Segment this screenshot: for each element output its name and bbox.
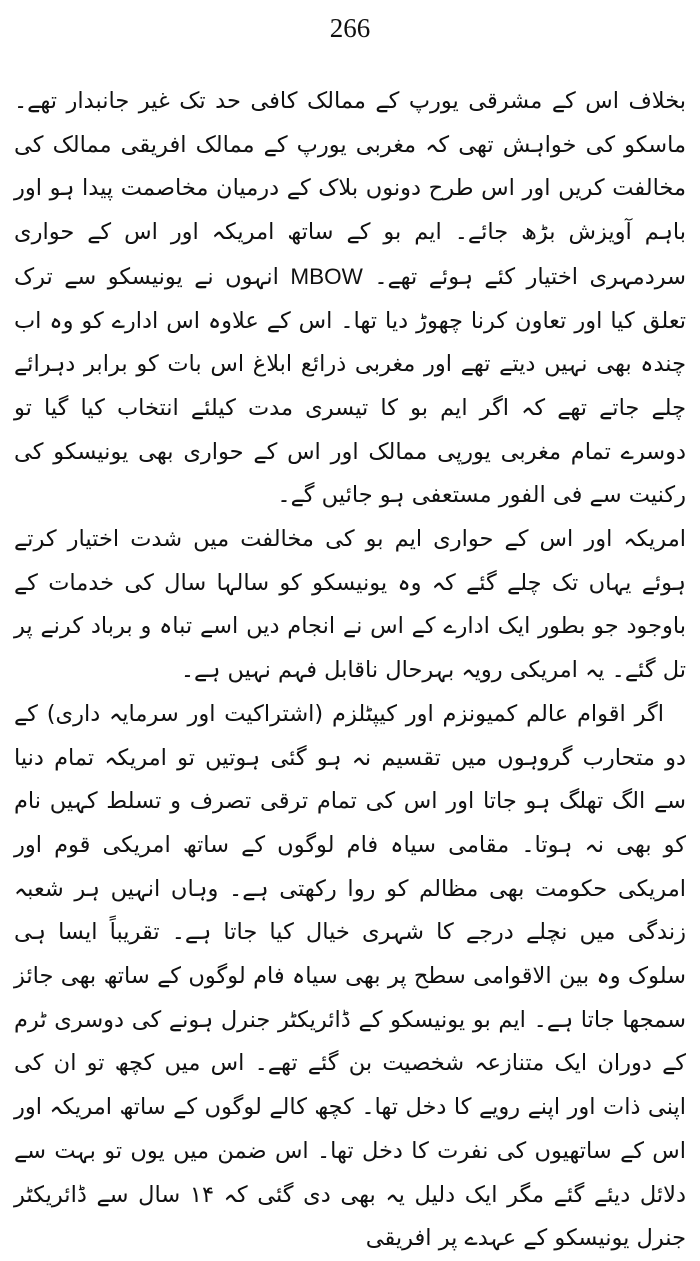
- paragraph-1: [14, 80, 686, 518]
- paragraph-3: اگر اقوام عالم کمیونزم اور کیپٹلزم (اشتراکیت اور سرمایہ داری) کے دو متحارب گروہوں میں تقسیم نہ ہو گئی ہوتیں تو امریکہ تمام دنیا سے الگ تھلگ ہو جاتا اور اس کی تمام ترقی تصرف و تسلط کہیں نام کو بھی نہ ہوتا۔ مقامی سیاہ فام لوگوں کے ساتھ امریکی قوم اور امریکی حکومت بھی مظالم کو روا رکھتی ہے۔ وہاں انہیں ہر شعبہ زندگی میں نچلے درجے کا شہری خیال کیا جاتا ہے۔ تقریباً ایسا ہی سلوک وہ بین الاقوامی سطح پر بھی سیاہ فام لوگوں کے ساتھ بھی جائز سمجھا جاتا ہے۔ ایم بو یونیسکو کے ڈائریکٹر جنرل ہونے کی دوسری ٹرم کے دوران ایک متنازعہ شخصیت بن گئے تھے۔ اس میں کچھ تو ان کی اپنی ذات اور اپنے رویے کا دخل تھا۔ کچھ کالے لوگوں کے ساتھ امریکہ اور اس کے ساتھیوں کی نفرت کا دخل تھا۔ اس ضمن میں یوں تو بہت سے دلائل دیئے گئے مگر ایک دلیل یہ بھی دی گئی کہ ۱۴ سال سے ڈائریکٹر جنرل یونیسکو کے عہدے پر افریقی: [14, 700, 686, 1252]
- urdu-text-body: [14, 80, 686, 1261]
- page-number: 266: [329, 13, 371, 43]
- paragraph-1-text: بخلاف اس کے مشرقی یورپ کے ممالک کافی حد تک غیر جانبدار تھے۔ ماسکو کی خواہش تھی کہ مغربی یورپ کے ممالک افریقی ممالک کی مخالفت کریں اور اس طرح دونوں بلاک کے درمیان مخاصمت پیدا ہو اور باہم آویزش بڑھ جائے۔ ایم بو کے ساتھ امریکہ اور اس کے حواری سردمہری اختیار کئے ہوئے تھے۔: [14, 88, 686, 290]
- paragraph-1-continuation: انہوں نے یونیسکو سے ترک تعلق کیا اور تعاون کرنا چھوڑ دیا تھا۔ اس کے علاوہ اس ادارے کو وہ اب چندہ بھی نہیں دیتے تھے اور مغربی ذرائع ابلاغ اس بات کو برابر دہرائے چلے جاتے تھے کہ اگر ایم بو کا تیسری مدت کیلئے انتخاب کیا گیا تو دوسرے تمام مغربی یورپی ممالک اور اس کے حواری بھی یونیسکو کی رکنیت سے فی الفور مستعفی ہو جائیں گے۔: [14, 263, 686, 509]
- paragraph-2: امریکہ اور اس کے حواری ایم بو کی مخالفت میں شدت اختیار کرتے ہوئے یہاں تک چلے گئے کہ وہ یونیسکو کو سالہا سال کی خدمات کے باوجود جو بطور ایک ادارے کے اس نے انجام دیں اسے تباہ و برباد کرنے پر تل گئے۔ یہ امریکی رویہ بہرحال ناقابل فہم نہیں ہے۔: [14, 526, 686, 684]
- mbow-acronym: MBOW: [290, 263, 363, 289]
